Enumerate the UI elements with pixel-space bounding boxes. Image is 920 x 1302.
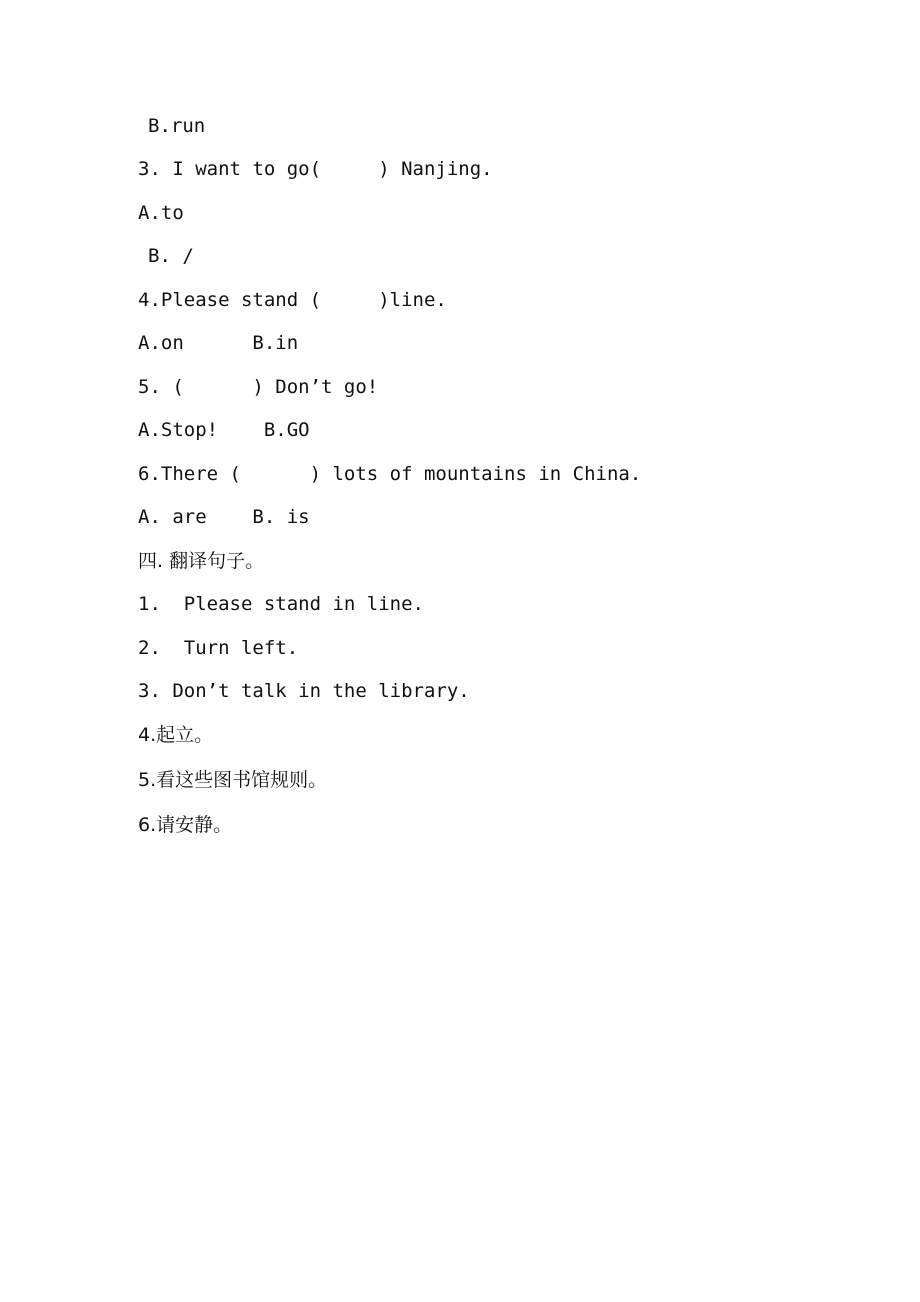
- question-4: 4.Please stand ( )line.: [138, 289, 447, 311]
- section-heading-translate: 四. 翻译句子。: [138, 550, 265, 572]
- option-a-to: A.to: [138, 202, 184, 224]
- translate-item-3: 3. Don’t talk in the library.: [138, 680, 470, 702]
- question-5: 5. ( ) Don’t go!: [138, 376, 379, 398]
- question-6-options: A. are B. is: [138, 506, 310, 528]
- question-5-options: A.Stop! B.GO: [138, 419, 310, 441]
- translate-item-4: 4.起立。: [138, 724, 214, 746]
- translate-item-2: 2. Turn left.: [138, 637, 299, 659]
- option-b-slash: B. /: [148, 245, 194, 267]
- translate-item-5: 5.看这些图书馆规则。: [138, 769, 328, 791]
- question-4-options: A.on B.in: [138, 332, 299, 354]
- translate-item-6: 6.请安静。: [138, 814, 233, 836]
- option-b-run: B.run: [148, 115, 206, 137]
- question-6: 6.There ( ) lots of mountains in China.: [138, 463, 642, 485]
- question-3: 3. I want to go( ) Nanjing.: [138, 158, 493, 180]
- translate-item-1: 1. Please stand in line.: [138, 593, 424, 615]
